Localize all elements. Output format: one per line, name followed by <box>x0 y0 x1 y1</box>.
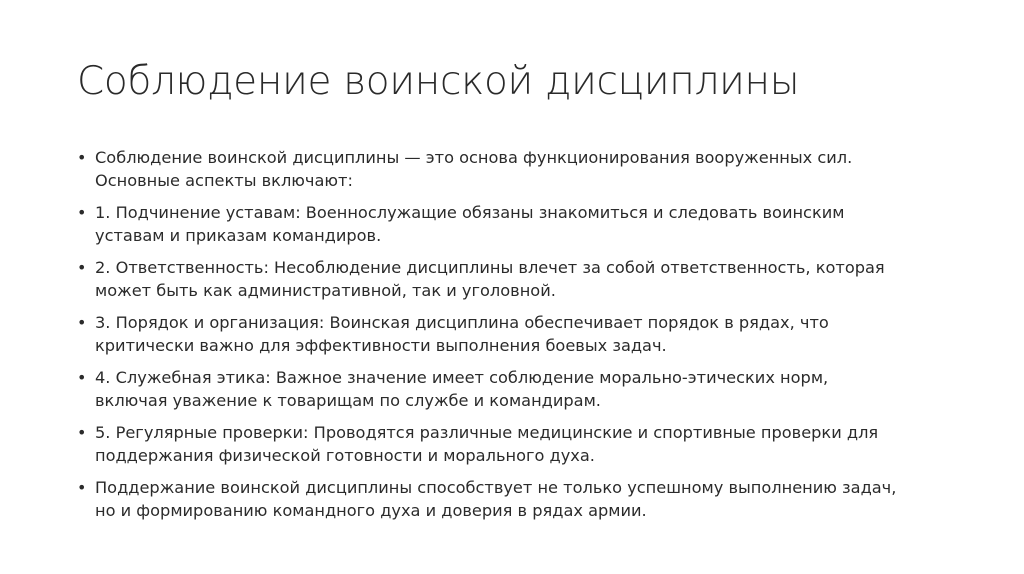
bullet-dot-icon: • <box>77 313 87 332</box>
bullet-text-line1: Поддержание воинской дисциплины способствует не только успешному выполнению задач, <box>95 478 897 497</box>
bullet-list <box>77 146 947 531</box>
bullet-dot-icon: • <box>77 148 87 167</box>
bullet-text-line1: 3. Порядок и организация: Воинская дисциплина обеспечивает порядок в рядах, что <box>95 313 829 332</box>
bullet-item-order <box>77 311 947 357</box>
bullet-dot-icon: • <box>77 423 87 442</box>
bullet-dot-icon: • <box>77 258 87 277</box>
bullet-text-line2: уставам и приказам командиров. <box>95 226 382 245</box>
bullet-text-line2: поддержания физической готовности и морального духа. <box>95 446 595 465</box>
bullet-text-line2: но и формированию командного духа и доверия в рядах армии. <box>95 501 647 520</box>
bullet-text-line2: может быть как административной, так и уголовной. <box>95 281 556 300</box>
slide-title: Соблюдение воинской дисциплины <box>77 59 800 104</box>
bullet-text-line1: 2. Ответственность: Несоблюдение дисциплины влечет за собой ответственность, которая <box>95 258 885 277</box>
bullet-text-line2: включая уважение к товарищам по службе и командирам. <box>95 391 601 410</box>
bullet-item-regulations <box>77 201 947 247</box>
bullet-dot-icon: • <box>77 368 87 387</box>
bullet-item-ethics <box>77 366 947 412</box>
bullet-item-inspections <box>77 421 947 467</box>
bullet-text-line1: Соблюдение воинской дисциплины — это основа функционирования вооруженных сил. <box>95 148 853 167</box>
bullet-item-responsibility <box>77 256 947 302</box>
bullet-text-line1: 1. Подчинение уставам: Военнослужащие обязаны знакомиться и следовать воинским <box>95 203 845 222</box>
bullet-text-line1: 5. Регулярные проверки: Проводятся различные медицинские и спортивные проверки для <box>95 423 879 442</box>
bullet-item-conclusion <box>77 476 947 522</box>
bullet-text-line2: Основные аспекты включают: <box>95 171 353 190</box>
bullet-text-line2: критически важно для эффективности выполнения боевых задач. <box>95 336 667 355</box>
bullet-dot-icon: • <box>77 478 87 497</box>
bullet-item-intro <box>77 146 947 192</box>
bullet-dot-icon: • <box>77 203 87 222</box>
bullet-text-line1: 4. Служебная этика: Важное значение имеет соблюдение морально-этических норм, <box>95 368 829 387</box>
